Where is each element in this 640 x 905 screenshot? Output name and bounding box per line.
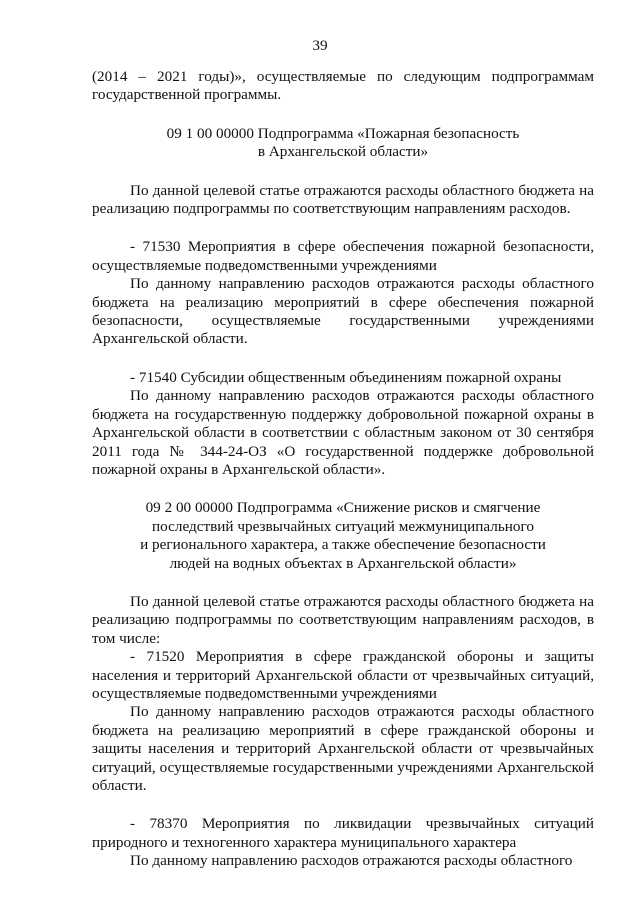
expense-71520-description: По данному направлению расходов отражаются расходы областного бюджета на реализацию мероприятий в сфере гражданской обороны и защиты населения и территорий Архангельской области от чрезвычайных ситуаций, осуществляемые государственными учреждениями Архангельской области. [92,703,594,794]
subprogram-2-heading-line-3: и регионального характера, а также обеспечение безопасности [140,536,546,554]
page-number: 39 [312,37,328,54]
expense-71540-description: По данному направлению расходов отражаются расходы областного бюджета на государственную поддержку добровольной пожарной охраны в Архангельской области в соответствии с областным законом от 30 сентября 2011 года № 344-24-ОЗ «О государственной поддержке добровольной пожарной охраны в Архангельской области». [92,387,594,478]
subprogram-1-description: По данной целевой статье отражаются расходы областного бюджета на реализацию подпрограммы по соответствующим направлениям расходов. [92,181,594,218]
subprogram-2-heading-line-2: последствий чрезвычайных ситуаций межмуниципального [152,517,534,535]
expense-71530-description: По данному направлению расходов отражаются расходы областного бюджета на реализацию мероприятий в сфере обеспечения пожарной безопасности, осуществляемые государственными учреждениями Архангельской области. [92,275,594,348]
expense-78370-title: - 78370 Мероприятия по ликвидации чрезвычайных ситуаций природного и техногенного характера муниципального характера [92,815,594,851]
subprogram-2-description: По данной целевой статье отражаются расходы областного бюджета на реализацию подпрограммы по соответствующим направлениям расходов, в том числе: [92,592,594,647]
subprogram-2-heading-line-1: 09 2 00 00000 Подпрограмма «Снижение рисков и смягчение [145,499,541,517]
page-body [92,68,594,871]
subprogram-2-heading-line-4: людей на водных объектах в Архангельской области» [169,554,517,572]
subprogram-1-heading-line-2: в Архангельской области» [257,143,429,161]
expense-71540-title: - 71540 Субсидии общественным объединениям пожарной охраны [130,368,562,386]
expense-71530-title: - 71530 Мероприятия в сфере обеспечения пожарной безопасности, осуществляемые подведомственными учреждениями [92,238,594,274]
paragraph-intro-continuation: (2014 – 2021 годы)», осуществляемые по следующим подпрограммам государственной программы. [92,68,594,104]
subprogram-1-heading-line-1: 09 1 00 00000 Подпрограмма «Пожарная безопасность [166,124,520,142]
expense-71520-title: - 71520 Мероприятия в сфере гражданской обороны и защиты населения и территорий Архангельской области от чрезвычайных ситуаций, осуществляемые подведомственными учреждениями [92,648,594,702]
expense-78370-description: По данному направлению расходов отражаются расходы областного [130,852,573,870]
